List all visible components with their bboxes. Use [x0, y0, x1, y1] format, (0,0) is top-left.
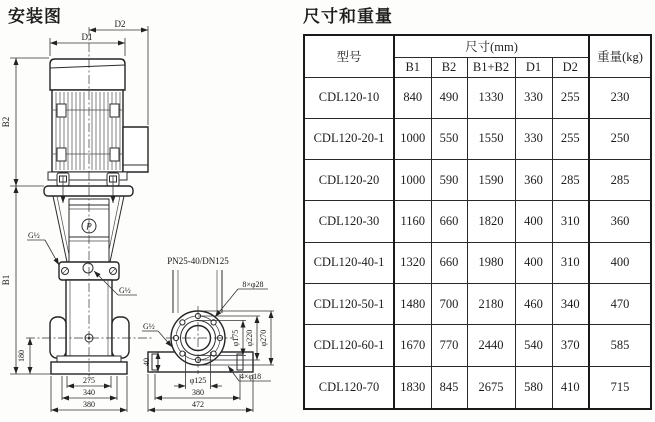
value-cell: 840: [394, 77, 431, 118]
dim-label-b2: B2: [1, 116, 11, 128]
value-cell: 1590: [467, 160, 515, 201]
value-cell: 585: [589, 325, 651, 366]
value-cell: 360: [515, 160, 552, 201]
header-b2: B2: [431, 57, 467, 77]
value-cell: 550: [431, 118, 467, 159]
pump-front-view: [44, 59, 148, 374]
value-cell: 250: [589, 118, 651, 159]
vent-port: [83, 263, 93, 273]
model-cell: CDL120-20: [304, 160, 394, 201]
installation-drawing-title: 安装图: [8, 7, 62, 26]
dim-label-380-front: 380: [83, 400, 95, 409]
value-cell: 370: [552, 325, 589, 366]
model-cell: CDL120-50-1: [304, 284, 394, 325]
value-cell: 1000: [394, 160, 431, 201]
g-half-right-label: G½: [119, 286, 131, 295]
value-cell: 285: [589, 160, 651, 201]
brand-logo-letter: P: [86, 221, 92, 232]
value-cell: 1820: [467, 201, 515, 242]
table-row: [304, 77, 651, 118]
dim-label-phi270: φ270: [259, 329, 268, 347]
model-cell: CDL120-60-1: [304, 325, 394, 366]
value-cell: 400: [589, 242, 651, 283]
table-row: [304, 201, 651, 242]
dimensions-table: [303, 34, 652, 410]
base-holes-label: 4×φ18: [240, 372, 262, 381]
header-b1: B1: [394, 57, 431, 77]
value-cell: 310: [552, 242, 589, 283]
value-cell: 2180: [467, 284, 515, 325]
g-half-left-label: G½: [28, 231, 40, 240]
model-cell: CDL120-70: [304, 366, 394, 409]
dim-label-40: 40: [142, 358, 151, 366]
value-cell: 400: [515, 201, 552, 242]
flange-rating-label: PN25-40/DN125: [167, 256, 229, 266]
model-cell: CDL120-20-1: [304, 118, 394, 159]
dim-label-phi175: φ175: [231, 329, 240, 347]
value-cell: 360: [589, 201, 651, 242]
table-body: [304, 77, 651, 409]
value-cell: 1000: [394, 118, 431, 159]
value-cell: 1670: [394, 325, 431, 366]
value-cell: 330: [515, 77, 552, 118]
model-cell: CDL120-30: [304, 201, 394, 242]
right-flange: [112, 317, 129, 358]
terminal-box: [123, 127, 148, 172]
header-size-group: 尺寸(mm): [394, 35, 589, 57]
value-cell: 2675: [467, 366, 515, 409]
dim-label-472: 472: [192, 400, 204, 409]
header-weight: 重量(kg): [589, 35, 651, 77]
value-cell: 1830: [394, 366, 431, 409]
header-model: 型号: [304, 35, 394, 77]
dim-label-180: 180: [17, 350, 26, 362]
table-row: [304, 366, 651, 409]
table-row: [304, 242, 651, 283]
header-d1: D1: [515, 57, 552, 77]
value-cell: 470: [589, 284, 651, 325]
dim-label-phi125: φ125: [189, 376, 207, 385]
table-row: [304, 160, 651, 201]
dim-label-phi220: φ220: [245, 329, 254, 347]
value-cell: 230: [589, 77, 651, 118]
value-cell: 1480: [394, 284, 431, 325]
value-cell: 1160: [394, 201, 431, 242]
dim-label-340: 340: [83, 388, 95, 397]
value-cell: 770: [431, 325, 467, 366]
dim-label-275: 275: [83, 376, 95, 385]
value-cell: 540: [515, 325, 552, 366]
value-cell: 255: [552, 118, 589, 159]
value-cell: 1330: [467, 77, 515, 118]
value-cell: 660: [431, 201, 467, 242]
model-cell: CDL120-40-1: [304, 242, 394, 283]
value-cell: 590: [431, 160, 467, 201]
value-cell: 460: [515, 284, 552, 325]
value-cell: 285: [552, 160, 589, 201]
left-flange: [50, 317, 66, 358]
value-cell: 310: [552, 201, 589, 242]
installation-drawing: [0, 0, 300, 422]
dim-label-b1: B1: [1, 274, 11, 286]
value-cell: 715: [589, 366, 651, 409]
value-cell: 490: [431, 77, 467, 118]
bolt-holes-label: 8×φ28: [242, 280, 264, 289]
dim-label-d2: D2: [114, 19, 126, 29]
header-b1b2: B1+B2: [467, 57, 515, 77]
table-row: [304, 325, 651, 366]
value-cell: 1980: [467, 242, 515, 283]
table-row: [304, 118, 651, 159]
value-cell: 340: [552, 284, 589, 325]
dim-label-380-side: 380: [192, 388, 204, 397]
table-row: [304, 284, 651, 325]
dim-label-d1: D1: [81, 32, 93, 42]
value-cell: 255: [552, 77, 589, 118]
table-header: [304, 35, 651, 77]
dimensions-weight-title: 尺寸和重量: [303, 7, 393, 26]
value-cell: 1550: [467, 118, 515, 159]
value-cell: 580: [515, 366, 552, 409]
pump-side-view: [148, 256, 253, 374]
value-cell: 660: [431, 242, 467, 283]
g-half-side-label: G½: [143, 322, 155, 331]
value-cell: 400: [515, 242, 552, 283]
model-cell: CDL120-10: [304, 77, 394, 118]
value-cell: 1320: [394, 242, 431, 283]
value-cell: 330: [515, 118, 552, 159]
value-cell: 700: [431, 284, 467, 325]
value-cell: 845: [431, 366, 467, 409]
value-cell: 2440: [467, 325, 515, 366]
value-cell: 410: [552, 366, 589, 409]
header-d2: D2: [552, 57, 589, 77]
